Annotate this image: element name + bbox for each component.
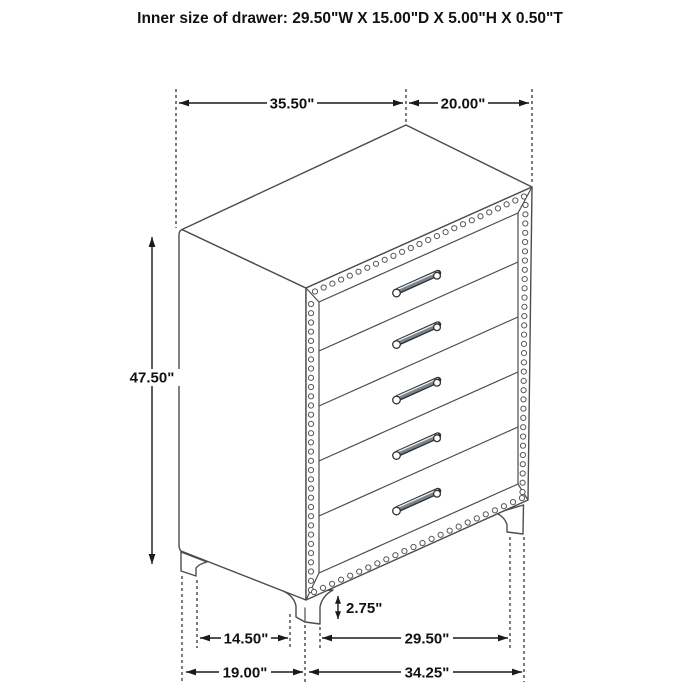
dim-top-depth	[409, 95, 529, 113]
dim-foot-height-label: 2.75"	[346, 600, 383, 617]
dim-base-width	[309, 664, 522, 682]
dim-front-leg-spacing	[322, 630, 508, 648]
chest-side-face	[179, 230, 306, 601]
dim-base-depth	[186, 664, 303, 682]
dim-overall-height-label: 47.50"	[129, 369, 175, 387]
dim-base-depth-label: 19.00"	[222, 664, 268, 682]
dim-foot-height	[338, 596, 382, 619]
dim-front-leg-spacing-label: 29.50"	[404, 630, 450, 648]
dim-top-width-label: 35.50"	[269, 95, 315, 113]
dim-side-leg-spacing-label: 14.50"	[223, 630, 269, 648]
dim-top-depth-label: 20.00"	[440, 95, 486, 113]
chest-drawing	[179, 125, 532, 624]
dim-top-width	[179, 95, 403, 113]
dim-side-leg-spacing	[200, 630, 288, 648]
drawer-inner-size-title: Inner size of drawer: 29.50"W X 15.00"D X 5.00"H X 0.50"T	[137, 10, 563, 27]
dim-base-width-label: 34.25"	[404, 664, 450, 682]
dim-overall-height	[124, 237, 180, 564]
